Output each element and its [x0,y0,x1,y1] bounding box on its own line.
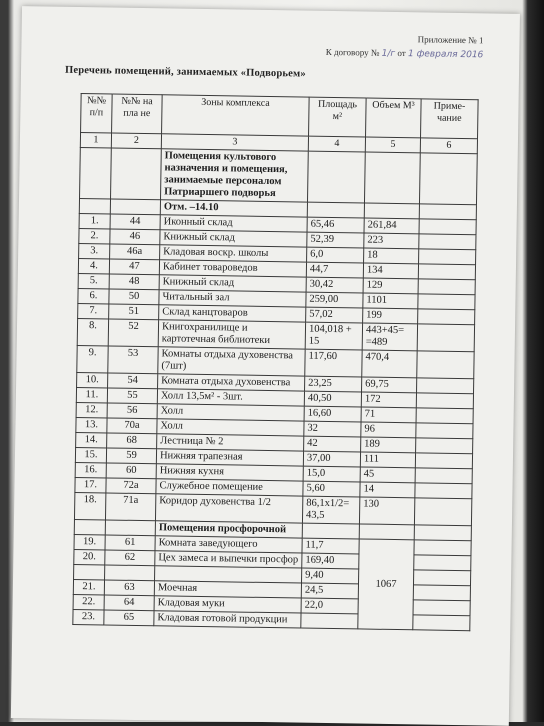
plan-number: 56 [107,403,157,419]
row-number: 21. [73,579,104,594]
plan-number: 61 [105,535,155,551]
plan-number: 59 [106,448,156,464]
row-number: 6. [78,289,109,304]
zone-name: Холл 13,5м² - 3шт. [157,389,304,406]
appendix-label: Приложение № 1 [417,34,484,46]
row-number [74,564,105,579]
plan-number: 62 [105,550,155,566]
zone-name: Комната отдыха духовенства [158,374,305,391]
plan-number: 54 [108,373,158,389]
note-value [416,438,473,454]
plan-number: 70а [107,418,157,434]
row-number: 23. [73,609,104,624]
plan-number: 68 [107,433,157,449]
section-heading: Помещения культового назначения и помещения, занимаемые персоналом Патриаршего подворья [161,149,309,202]
plan-number: 72а [106,478,156,494]
row-number: 14. [76,432,107,447]
zone-name: Холл [157,419,304,436]
area-value [301,613,358,629]
column-number: 1 [80,133,111,148]
zone-name: Служебное помещение [156,479,303,496]
volume-value: 69,75 [362,377,417,393]
area-value: 30,42 [306,277,363,293]
zone-name: Книгохранилище и картотечная библиотеки [158,320,305,349]
zone-name: Кабинет товароведов [159,260,306,277]
note-value [414,555,471,571]
area-value: 9,40 [302,568,359,584]
zone-name: Читальный зал [159,290,306,307]
volume-value: 45 [360,467,415,483]
row-number: 13. [76,417,107,432]
area-value: 23,25 [305,376,362,392]
note-value [413,615,470,631]
row-number: 12. [76,402,107,417]
zone-name: Цех замеса и выпечки просфор [155,551,302,568]
volume-value: 18 [364,248,419,264]
area-value: 15,0 [303,466,360,482]
header-volume: Объем М³ [366,98,422,138]
row-number: 4. [78,259,109,274]
contract-prefix: К договору № [325,46,380,58]
column-number: 4 [308,136,365,152]
plan-number: 53 [108,346,158,374]
volume-value: 172 [361,392,416,408]
area-value: 5,60 [303,481,360,497]
area-value: 57,02 [306,307,363,323]
column-number: 6 [420,138,477,154]
plan-number: 64 [104,595,154,611]
note-value [415,468,472,484]
note-value [414,540,471,556]
contract-from: от [397,47,406,59]
note-value [413,585,470,601]
contract-reference [326,47,484,60]
row-number: 2. [79,229,110,244]
note-value [416,423,473,439]
plan-number: 63 [104,580,154,596]
plan-number [105,565,155,581]
note-value [419,234,476,250]
row-number: 11. [76,387,107,402]
note-value [413,600,470,616]
note-value [418,294,475,310]
zone-name: Книжный склад [160,230,307,247]
document-page [11,6,520,726]
header-row-number: №№ п/п [81,94,113,133]
area-value: 16,60 [304,406,361,422]
header-note: Приме- чание [421,99,479,139]
row-number: 17. [75,477,106,492]
column-number: 5 [365,137,420,153]
row-number: 9. [77,345,108,372]
note-value [414,498,471,526]
volume-value: 134 [363,263,418,279]
note-value [419,219,476,235]
note-value [413,570,470,586]
plan-number: 55 [107,388,157,404]
volume-value: 1101 [363,293,418,309]
plan-number: 47 [109,259,159,275]
zone-name: Комната заведующего [155,536,302,553]
area-value: 104,018 + 15 [305,322,362,350]
area-value: 259,00 [306,292,363,308]
zone-name: Коридор духовенства 1/2 [155,494,302,523]
volume-value: 111 [360,452,415,468]
plan-number: 44 [110,214,160,230]
area-value: 37,00 [303,451,360,467]
column-number: 2 [111,133,161,149]
area-value: 42 [304,436,361,452]
plan-number: 46 [110,229,160,245]
plan-number: 60 [106,463,156,479]
note-value [418,309,475,325]
section-heading-row [80,148,478,205]
zone-name: Комнаты отдыха духовенства (7шт) [158,347,305,376]
plan-number: 51 [109,304,159,320]
area-value: 52,39 [307,232,364,248]
zone-name: Холл [157,404,304,421]
volume-value: 443+45= =489 [362,323,417,351]
header-zone: Зоны комплекса [162,95,310,136]
zone-name: Нижняя кухня [156,464,303,481]
area-value: 22,0 [301,598,358,614]
column-number: 3 [161,134,308,151]
note-value [416,393,473,409]
volume-value: 130 [359,497,414,525]
header-plan-number: №№ на пла не [112,94,163,134]
plan-number: 52 [108,319,158,347]
zone-name: Книжный склад [159,275,306,292]
volume-value: 129 [363,278,418,294]
volume-value: 14 [360,482,415,498]
row-number: 7. [78,304,109,319]
note-value [416,408,473,424]
row-number: 10. [77,372,108,387]
volume-value: 71 [361,407,416,423]
row-number: 20. [74,549,105,564]
volume-value: 261,84 [364,218,419,234]
volume-value: 223 [364,233,419,249]
volume-value: 96 [361,422,416,438]
row-number: 5. [78,274,109,289]
area-value: 24,5 [301,583,358,599]
note-value [419,249,476,265]
zone-name: Иконный склад [160,215,307,232]
zone-name: Моечная [154,581,301,598]
zone-name: Нижняя трапезная [156,449,303,466]
section-heading: Помещения просфорочной [155,521,302,538]
level-mark: Отм. –14.10 [160,200,307,217]
area-value: 6,0 [307,247,364,263]
area-value: 11,7 [302,538,359,554]
area-value: 86,1х1/2= 43,5 [302,496,359,524]
plan-number: 50 [109,289,159,305]
merged-volume-value: 1067 [358,539,414,630]
header-area: Площадь м² [309,97,367,137]
row-number: 19. [74,534,105,549]
area-value: 32 [304,421,361,437]
note-value [417,378,474,394]
row-number: 15. [75,447,106,462]
row-number: 22. [73,594,104,609]
note-value [415,453,472,469]
note-value [417,324,474,352]
volume-value: 199 [363,308,418,324]
table-header-row [81,94,479,139]
row-number: 8. [77,319,108,346]
note-value [418,279,475,295]
row-number: 16. [75,462,106,477]
area-value: 117,60 [305,349,362,377]
volume-value: 189 [361,437,416,453]
plan-number: 71а [105,493,155,521]
row-number: 3. [79,244,110,259]
plan-number: 46а [110,244,160,260]
zone-name: Кладовая муки [154,596,301,613]
zone-name: Склад канцтоваров [159,305,306,322]
note-value [418,264,475,280]
row-number: 18. [74,492,105,519]
contract-number-handwritten: 1/г [381,48,396,59]
row-number: 1. [79,214,110,229]
area-value: 40,50 [304,391,361,407]
note-value [417,351,474,379]
plan-number: 48 [109,274,159,290]
area-value: 65,46 [307,217,364,233]
zone-name: Кладовая готовой продукции [154,611,301,628]
volume-value: 470,4 [362,350,417,378]
rooms-table [72,93,478,631]
zone-name: Кладовая воскр. школы [160,245,307,262]
area-value: 169,40 [302,553,359,569]
plan-number: 65 [104,610,154,626]
contract-date-handwritten: 1 февраля 2016 [407,49,484,61]
zone-name: Лестница № 2 [157,434,304,451]
note-value [415,483,472,499]
document-title: Перечень помещений, занимаемых «Подворьем» [64,64,306,80]
area-value: 44,7 [306,262,363,278]
